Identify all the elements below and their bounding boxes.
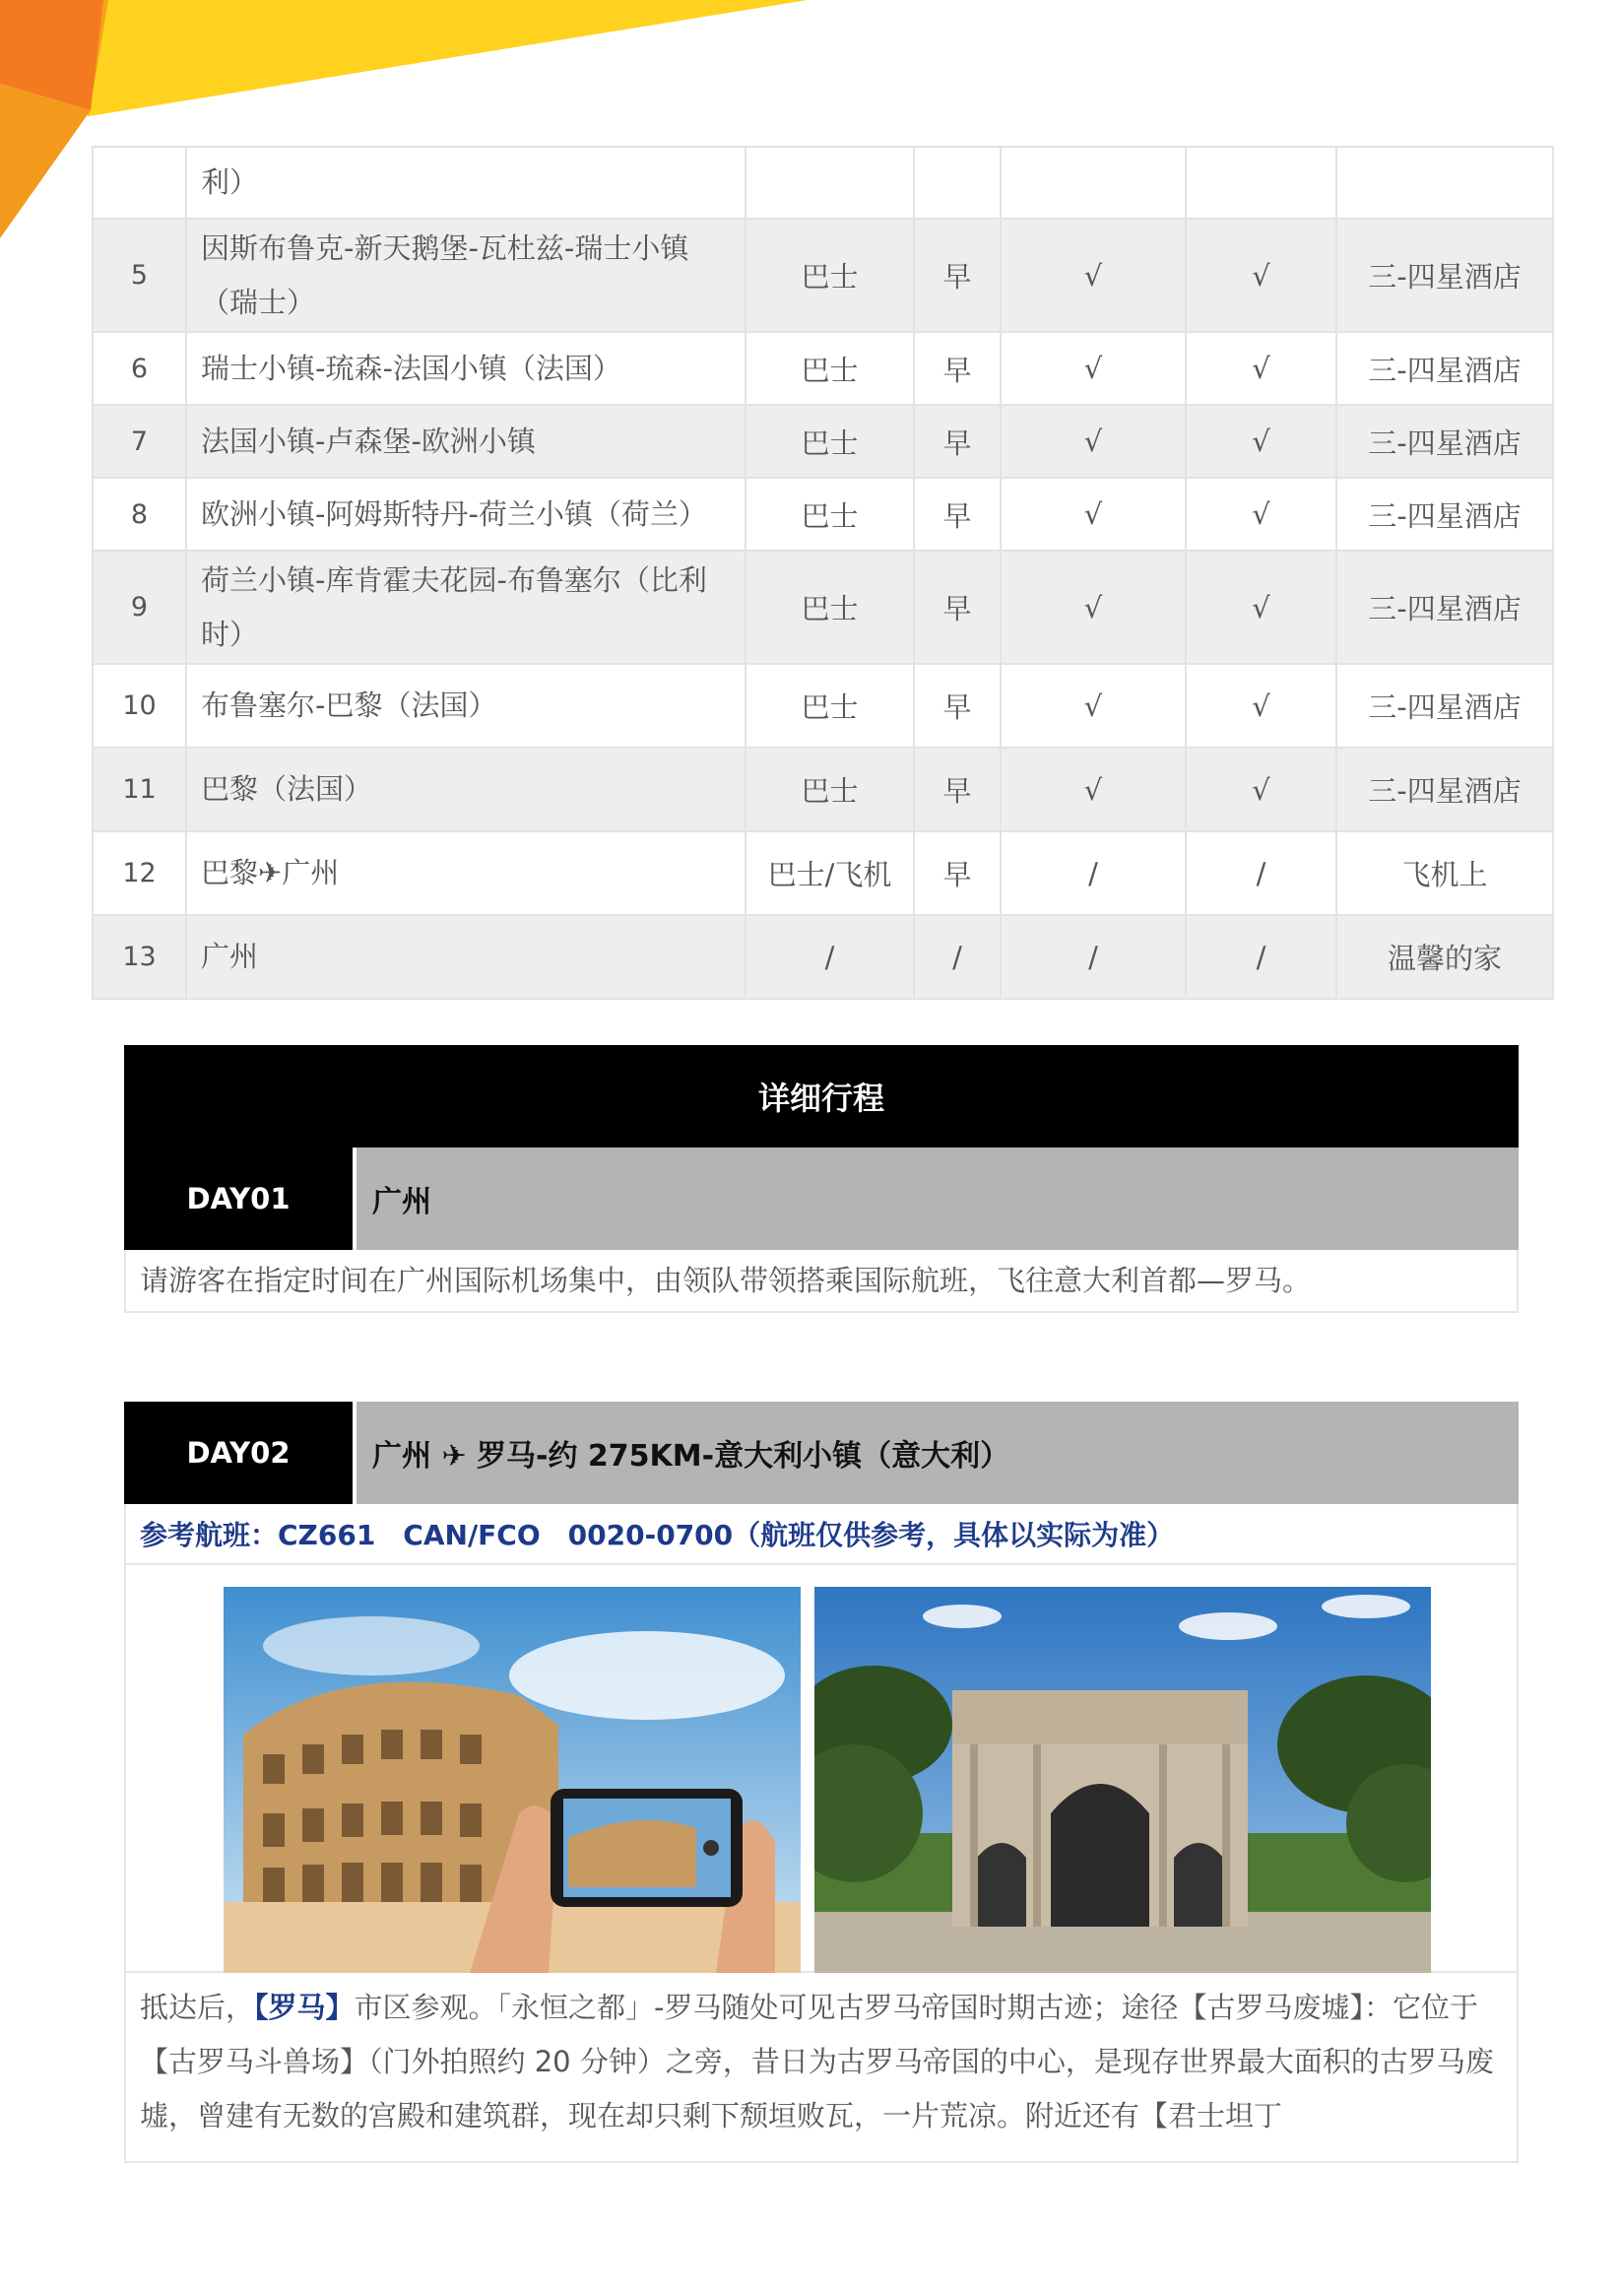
lunch-cell: √ <box>1001 664 1186 748</box>
dinner-cell: / <box>1186 915 1336 999</box>
hotel-cell: 三-四星酒店 <box>1336 405 1553 478</box>
route-cell: 巴黎✈广州 <box>186 831 746 915</box>
itinerary-table <box>92 146 1554 1000</box>
route-cell: 因斯布鲁克-新天鹅堡-瓦杜兹-瑞士小镇（瑞士） <box>186 219 746 332</box>
route-cell: 瑞士小镇-琉森-法国小镇（法国） <box>186 332 746 405</box>
lunch-cell: / <box>1001 915 1186 999</box>
desc-text-2: 市区参观。「永恒之都」-罗马随处可见古罗马帝国时期古迹；途径【古罗马废墟】：它位于【古罗马斗兽场】（门外拍照约 20 分钟）之旁，昔日为古罗马帝国的中心，是现存世界最大面积的古罗马废墟，曾建有无数的宫殿和建筑群，现在却只剩下颓垣败瓦，一片荒凉。附近还有【君士坦丁 <box>140 1991 1494 2132</box>
lunch-cell: √ <box>1001 219 1186 332</box>
route-cell: 广州 <box>186 915 746 999</box>
table-row <box>93 219 1553 332</box>
transport-cell: 巴士/飞机 <box>746 831 914 915</box>
day-cell: 11 <box>93 748 186 831</box>
transport-cell: 巴士 <box>746 219 914 332</box>
dinner-cell: √ <box>1186 332 1336 405</box>
day02-header-row <box>124 1402 1519 1504</box>
hotel-cell: 三-四星酒店 <box>1336 219 1553 332</box>
day02-photos <box>124 1565 1519 1973</box>
route-cell: 布鲁塞尔-巴黎（法国） <box>186 664 746 748</box>
lunch-cell: √ <box>1001 332 1186 405</box>
day01-title: 广州 <box>357 1148 1519 1250</box>
day-cell: 8 <box>93 478 186 551</box>
breakfast-cell: 早 <box>914 551 1001 664</box>
transport-cell: 巴士 <box>746 551 914 664</box>
dinner-cell: √ <box>1186 748 1336 831</box>
breakfast-cell: 早 <box>914 332 1001 405</box>
day-cell: 12 <box>93 831 186 915</box>
lunch-cell: √ <box>1001 478 1186 551</box>
route-cell: 欧洲小镇-阿姆斯特丹-荷兰小镇（荷兰） <box>186 478 746 551</box>
route-cell: 巴黎（法国） <box>186 748 746 831</box>
day01-text: 请游客在指定时间在广州国际机场集中，由领队带领搭乘国际航班，飞往意大利首都—罗马。 <box>124 1250 1519 1313</box>
desc-text-1: 抵达后， <box>140 1991 255 2024</box>
colosseum-photo <box>224 1587 801 1973</box>
transport-cell: / <box>746 915 914 999</box>
route-cell: 法国小镇-卢森堡-欧洲小镇 <box>186 405 746 478</box>
day-cell: 13 <box>93 915 186 999</box>
day-cell: 7 <box>93 405 186 478</box>
day-cell <box>93 147 186 219</box>
lunch-cell: √ <box>1001 748 1186 831</box>
route-cell: 利） <box>186 147 746 219</box>
breakfast-cell: 早 <box>914 405 1001 478</box>
breakfast-cell: 早 <box>914 748 1001 831</box>
transport-cell: 巴士 <box>746 748 914 831</box>
table-row <box>93 332 1553 405</box>
dinner-cell: √ <box>1186 219 1336 332</box>
dinner-cell: √ <box>1186 551 1336 664</box>
day02-label: DAY02 <box>124 1402 353 1504</box>
hotel-cell: 飞机上 <box>1336 831 1553 915</box>
table-row <box>93 478 1553 551</box>
dinner-cell: √ <box>1186 405 1336 478</box>
breakfast-cell: 早 <box>914 478 1001 551</box>
table-row <box>93 831 1553 915</box>
day-cell: 9 <box>93 551 186 664</box>
hotel-cell: 温馨的家 <box>1336 915 1553 999</box>
detail-itinerary-header: 详细行程 <box>124 1045 1519 1148</box>
day02-description <box>124 1973 1519 2163</box>
table-row <box>93 748 1553 831</box>
detail-section <box>124 1045 1519 1313</box>
day01-label: DAY01 <box>124 1148 353 1250</box>
breakfast-cell: 早 <box>914 219 1001 332</box>
day02-section <box>124 1402 1519 2163</box>
day01-header-row <box>124 1148 1519 1250</box>
reference-flight: 参考航班：CZ661 CAN/FCO 0020-0700（航班仅供参考，具体以实际为准） <box>124 1504 1519 1565</box>
breakfast-cell: 早 <box>914 664 1001 748</box>
route-cell: 荷兰小镇-库肯霍夫花园-布鲁塞尔（比利时） <box>186 551 746 664</box>
dinner-cell: √ <box>1186 478 1336 551</box>
hotel-cell: 三-四星酒店 <box>1336 664 1553 748</box>
lunch-cell: / <box>1001 831 1186 915</box>
table-row <box>93 405 1553 478</box>
desc-highlight-rome: 【罗马】 <box>254 1991 355 2024</box>
day-cell: 10 <box>93 664 186 748</box>
day-cell: 5 <box>93 219 186 332</box>
table-row <box>93 915 1553 999</box>
table-row <box>93 147 1553 219</box>
transport-cell: 巴士 <box>746 405 914 478</box>
day-cell: 6 <box>93 332 186 405</box>
transport-cell: 巴士 <box>746 332 914 405</box>
lunch-cell: √ <box>1001 405 1186 478</box>
hotel-cell: 三-四星酒店 <box>1336 551 1553 664</box>
lunch-cell: √ <box>1001 551 1186 664</box>
hotel-cell: 三-四星酒店 <box>1336 332 1553 405</box>
day02-title: 广州 ✈ 罗马-约 275KM-意大利小镇（意大利） <box>357 1402 1519 1504</box>
hotel-cell: 三-四星酒店 <box>1336 478 1553 551</box>
dinner-cell: √ <box>1186 664 1336 748</box>
dinner-cell: / <box>1186 831 1336 915</box>
table-row <box>93 551 1553 664</box>
table-row <box>93 664 1553 748</box>
breakfast-cell: 早 <box>914 831 1001 915</box>
transport-cell: 巴士 <box>746 478 914 551</box>
arch-of-constantine-photo <box>814 1587 1431 1973</box>
breakfast-cell: / <box>914 915 1001 999</box>
hotel-cell: 三-四星酒店 <box>1336 748 1553 831</box>
transport-cell: 巴士 <box>746 664 914 748</box>
